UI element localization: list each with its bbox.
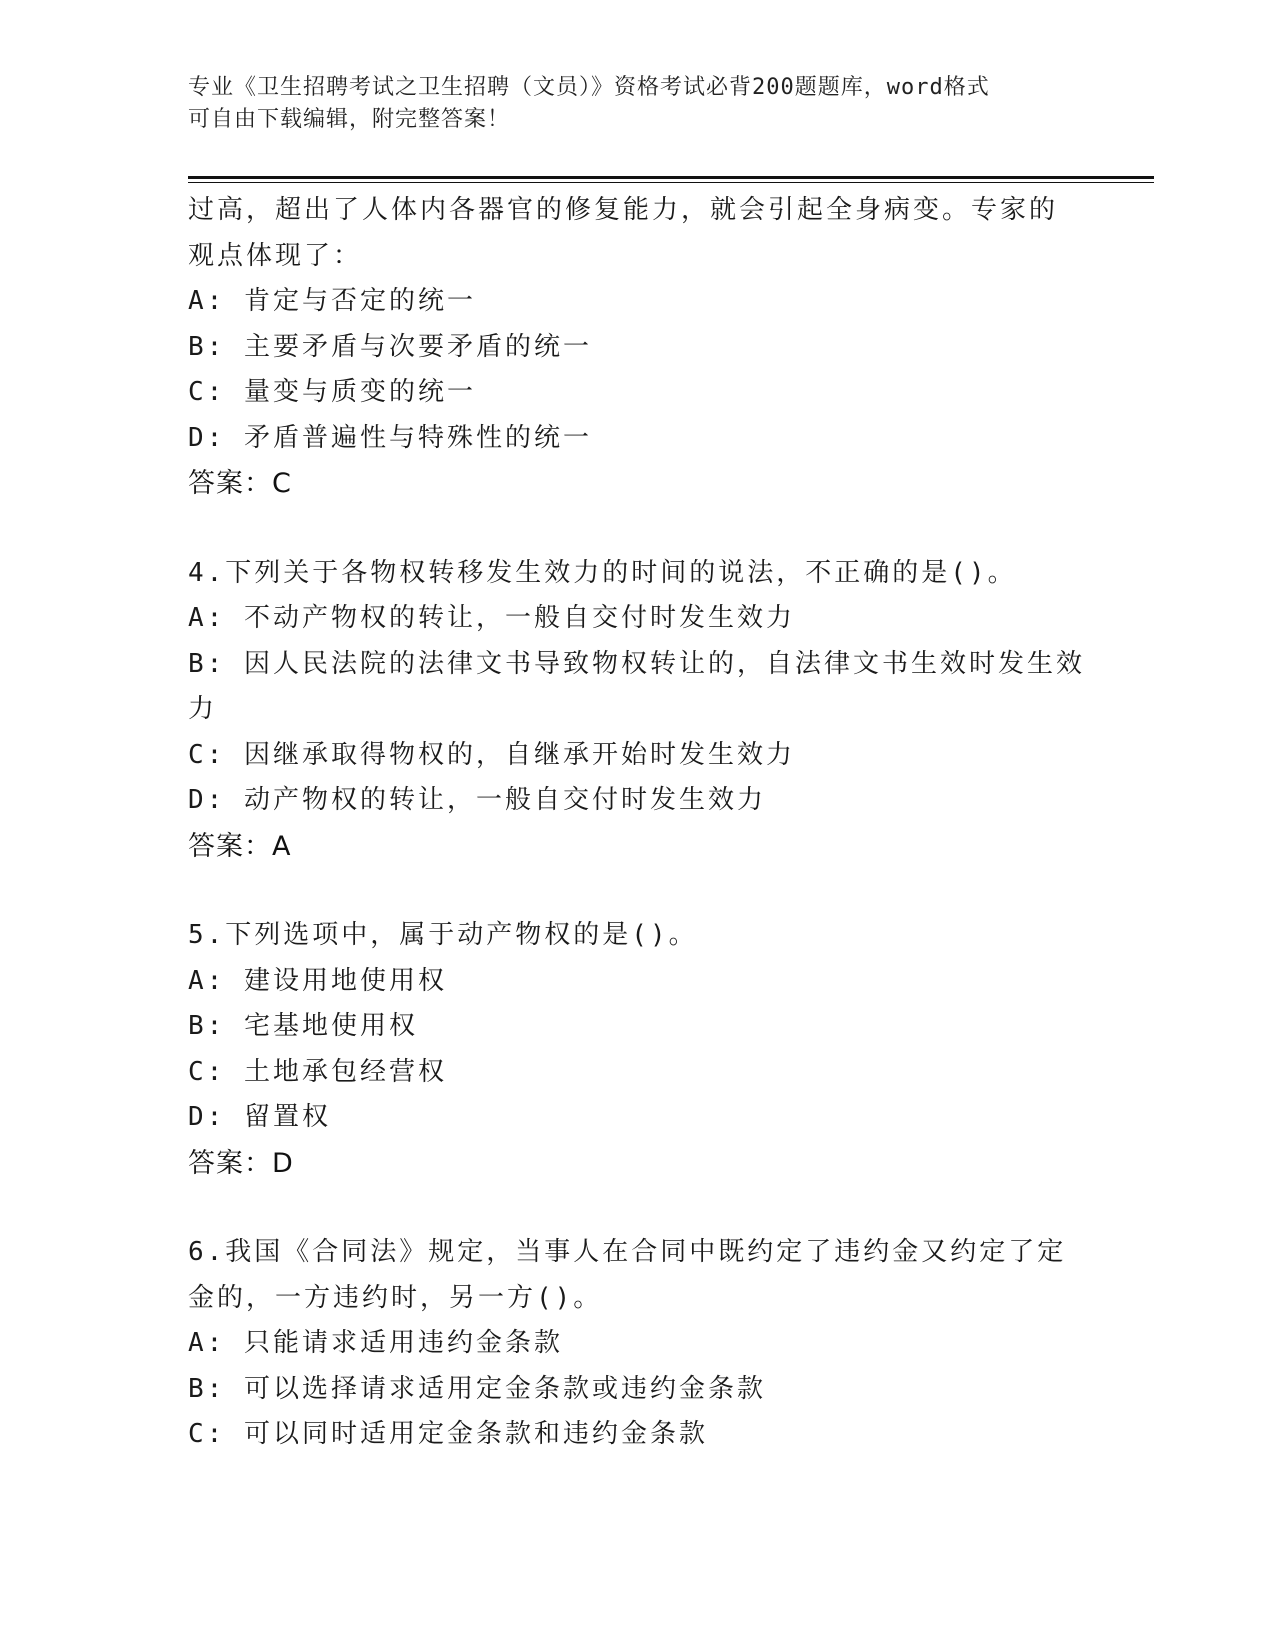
option-b-continued: 力 (188, 694, 218, 724)
option-a: A: 肯定与否定的统一 (188, 286, 476, 316)
question-stem: 5.下列选项中，属于动产物权的是()。 (188, 920, 698, 950)
question-3 (188, 188, 1088, 507)
spacer (188, 869, 1088, 913)
option-b: B: 因人民法院的法律文书导致物权转让的，自法律文书生效时发生效 (188, 648, 1085, 679)
question-6 (188, 1230, 1088, 1458)
option-d: D: 留置权 (188, 1102, 331, 1132)
option-a: A: 建设用地使用权 (188, 965, 447, 996)
question-stem: 观点体现了： (188, 240, 363, 271)
answer: 答案：A (188, 830, 292, 862)
document-header (188, 72, 1088, 136)
spacer (188, 1186, 1088, 1230)
option-d: D: 动产物权的转让，一般自交付时发生效力 (188, 785, 766, 815)
question-stem: 6.我国《合同法》规定，当事人在合同中既约定了违约金又约定了定 (188, 1237, 1067, 1267)
header-divider-thick (188, 176, 1154, 179)
option-c: C: 可以同时适用定金条款和违约金条款 (188, 1419, 708, 1449)
option-b: B: 可以选择请求适用定金条款或违约金条款 (188, 1373, 766, 1404)
header-divider-thin (188, 182, 1154, 183)
header-line-2: 可自由下载编辑，附完整答案！ (188, 107, 511, 132)
question-stem: 金的，一方违约时，另一方()。 (188, 1282, 603, 1313)
question-list (188, 188, 1088, 1458)
header-line-1: 专业《卫生招聘考试之卫生招聘（文员）》资格考试必背200题题库，word格式 (188, 75, 990, 100)
option-a: A: 不动产物权的转让，一般自交付时发生效力 (188, 603, 795, 633)
option-b: B: 宅基地使用权 (188, 1011, 418, 1041)
question-stem: 过高，超出了人体内各器官的修复能力，就会引起全身病变。专家的 (188, 195, 1059, 225)
option-d: D: 矛盾普遍性与特殊性的统一 (188, 422, 592, 453)
option-c: C: 因继承取得物权的，自继承开始时发生效力 (188, 739, 795, 770)
option-c: C: 量变与质变的统一 (188, 377, 476, 407)
question-5 (188, 913, 1088, 1186)
question-stem: 4.下列关于各物权转移发生效力的时间的说法，不正确的是()。 (188, 557, 1017, 588)
spacer (188, 507, 1088, 551)
question-4 (188, 551, 1088, 870)
option-c: C: 土地承包经营权 (188, 1056, 447, 1087)
option-b: B: 主要矛盾与次要矛盾的统一 (188, 331, 592, 362)
answer: 答案：D (188, 1147, 294, 1179)
answer: 答案：C (188, 468, 292, 499)
option-a: A: 只能请求适用违约金条款 (188, 1328, 563, 1358)
